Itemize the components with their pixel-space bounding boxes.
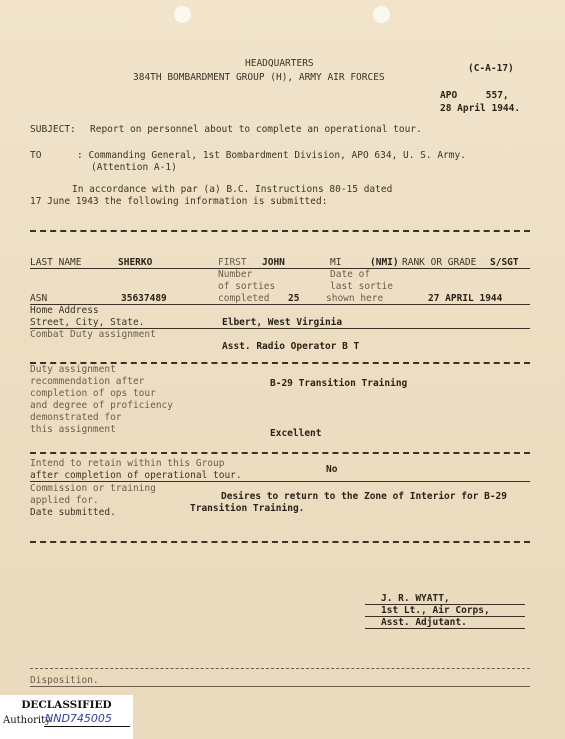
- divider: [30, 230, 530, 232]
- middle-initial-label: MI: [330, 257, 342, 268]
- header-line1: HEADQUARTERS: [245, 58, 314, 69]
- retain-label-1: Intend to retain within this Group: [30, 458, 225, 469]
- stamp-authority-value: NND745005: [45, 712, 112, 725]
- commission-value-2: Transition Training.: [190, 503, 305, 514]
- to-text-line1: : Commanding General, 1st Bombardment Division, APO 634, U. S. Army.: [77, 150, 466, 161]
- rank-value: S/SGT: [490, 257, 519, 268]
- duty-label-6: this assignment: [30, 424, 116, 435]
- sorties-label-1: Number: [218, 269, 253, 280]
- stamp-authority-line: [44, 726, 130, 727]
- duty-label-3: completion of ops tour: [30, 388, 156, 399]
- commission-label-3: Date submitted.: [30, 507, 116, 518]
- rank-label: RANK OR GRADE: [402, 257, 477, 268]
- declassified-stamp: [0, 695, 133, 739]
- proficiency-value: Excellent: [270, 428, 322, 439]
- home-address-value: Elbert, West Virginia: [222, 317, 343, 328]
- commission-label-2: applied for.: [30, 495, 99, 506]
- duty-label-2: recommendation after: [30, 376, 145, 387]
- home-address-label-2: Street, City, State.: [30, 317, 145, 328]
- commission-value-1: Desires to return to the Zone of Interior for B-29: [221, 491, 507, 502]
- divider: [30, 452, 530, 454]
- last-name-value: SHERKO: [118, 257, 153, 268]
- file-reference: (C-A-17): [468, 63, 514, 74]
- last-name-label: LAST NAME: [30, 257, 82, 268]
- stamp-heading: DECLASSIFIED: [21, 699, 112, 711]
- home-address-label-1: Home Address: [30, 305, 99, 316]
- duty-label-4: and degree of proficiency: [30, 400, 173, 411]
- commission-label-1: Commission or training: [30, 483, 156, 494]
- subject-label: SUBJECT:: [30, 124, 76, 135]
- asn-label: ASN: [30, 293, 48, 304]
- sorties-value: 25: [288, 293, 300, 304]
- intro-line2: 17 June 1943 the following information is submitted:: [30, 196, 328, 207]
- disposition-label: Disposition.: [30, 675, 99, 686]
- disposition-underline: [30, 686, 530, 687]
- last-sortie-label-2: last sortie: [330, 281, 393, 292]
- sorties-label-2: of sorties: [218, 281, 276, 292]
- duty-assignment-value: B-29 Transition Training: [270, 378, 408, 389]
- first-name-value: JOHN: [262, 257, 285, 268]
- duty-label-1: Duty assignment: [30, 364, 116, 375]
- combat-duty-label: Combat Duty assignment: [30, 329, 156, 340]
- to-label: TO: [30, 150, 42, 161]
- retain-label-2: after completion of operational tour.: [30, 470, 242, 481]
- name-row-underline: [30, 268, 530, 269]
- last-sortie-label-1: Date of: [330, 269, 371, 280]
- retain-row-underline: [30, 481, 530, 482]
- asn-value: 35637489: [121, 293, 167, 304]
- middle-initial-value: (NMI): [370, 257, 399, 268]
- apo-number: APO 557,: [440, 90, 509, 101]
- duty-label-5: demonstrated for: [30, 412, 122, 423]
- stamp-authority-label: Authority: [3, 715, 51, 726]
- to-text-line2: (Attention A-1): [91, 162, 177, 173]
- signature-title: Asst. Adjutant.: [381, 617, 467, 628]
- punch-hole-right: [373, 6, 390, 23]
- signature-underline-3: [365, 628, 525, 629]
- combat-duty-value: Asst. Radio Operator B T: [222, 341, 360, 352]
- punch-hole-left: [174, 6, 191, 23]
- divider: [30, 668, 530, 669]
- subject-text: Report on personnel about to complete an operational tour.: [90, 124, 422, 135]
- sorties-label-3: completed: [218, 293, 270, 304]
- document-date: 28 April 1944.: [440, 103, 521, 114]
- divider: [30, 541, 530, 543]
- header-line2: 384TH BOMBARDMENT GROUP (H), ARMY AIR FORCES: [133, 72, 385, 83]
- asn-row-underline: [30, 304, 530, 305]
- last-sortie-label-3: shown here: [326, 293, 384, 304]
- first-name-label: FIRST: [218, 257, 247, 268]
- retain-value: No: [326, 464, 338, 475]
- signature-name: J. R. WYATT,: [381, 593, 450, 604]
- last-sortie-value: 27 APRIL 1944: [428, 293, 503, 304]
- signature-rank: 1st Lt., Air Corps,: [381, 605, 490, 616]
- intro-line1: In accordance with par (a) B.C. Instructions 80-15 dated: [72, 184, 393, 195]
